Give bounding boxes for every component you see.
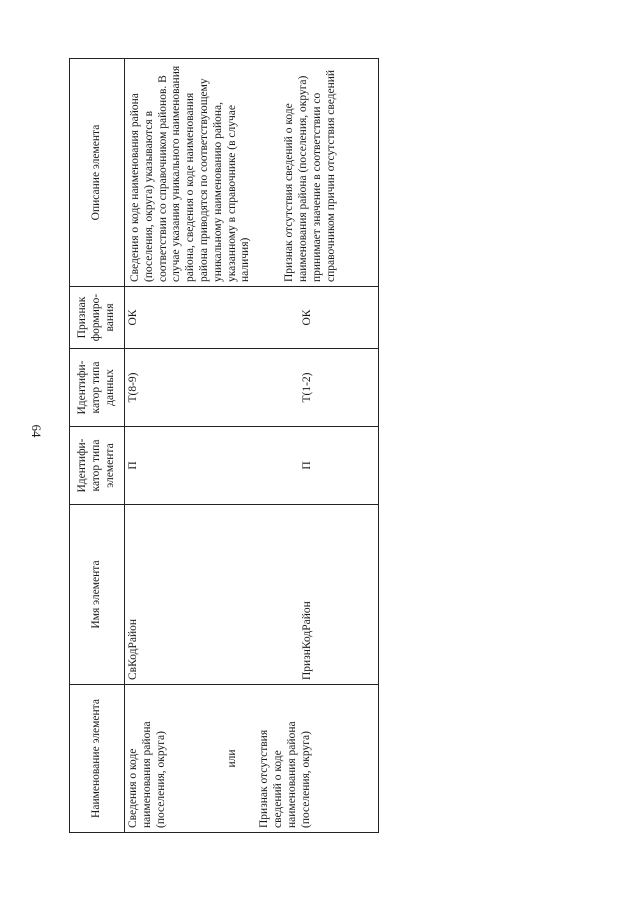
header-description: Описание элемента <box>70 59 125 287</box>
cell-element-id: СвКодРайон ПризнКодРайон <box>125 505 379 685</box>
separator-text: или <box>226 749 239 768</box>
page-number: 64 <box>29 424 44 438</box>
rotated-table-container <box>69 59 379 833</box>
cell-formation-flag: ОК ОК <box>125 287 379 349</box>
cell-data-type-id: Т(8-9) Т(1-2) <box>125 349 379 427</box>
header-formation-flag: Признак формиро-вания <box>70 287 125 349</box>
header-element-type-id: Идентифи-катор типа элемента <box>70 427 125 505</box>
cell-element-type-id: П П <box>125 427 379 505</box>
header-element-id: Имя элемента <box>70 505 125 685</box>
header-data-type-id: Идентифи-катор типа данных <box>70 349 125 427</box>
cell-element-name: Сведения о коде наименования района (поселения, округа) или Признак отсутствия сведений о коде наименования района (поселения, округа) <box>125 685 379 833</box>
header-element-name: Наименование элемента <box>70 685 125 833</box>
table-header-row <box>70 59 125 833</box>
cell-description: Сведения о коде наименования района (поселения, округа) указываются в соответствии со справочником районов. В случае указания уникального наименования района, сведения о коде наименования района приводятся по соответствующему уникальному наименованию района, указанному в справочнике (в случае наличия) Признак отсутствия сведений о коде наименования района (поселения, округа) принимает значение в соответствии со справочником причин отсутствия сведений <box>125 59 379 287</box>
table-row <box>125 59 379 833</box>
elements-table <box>69 58 379 833</box>
